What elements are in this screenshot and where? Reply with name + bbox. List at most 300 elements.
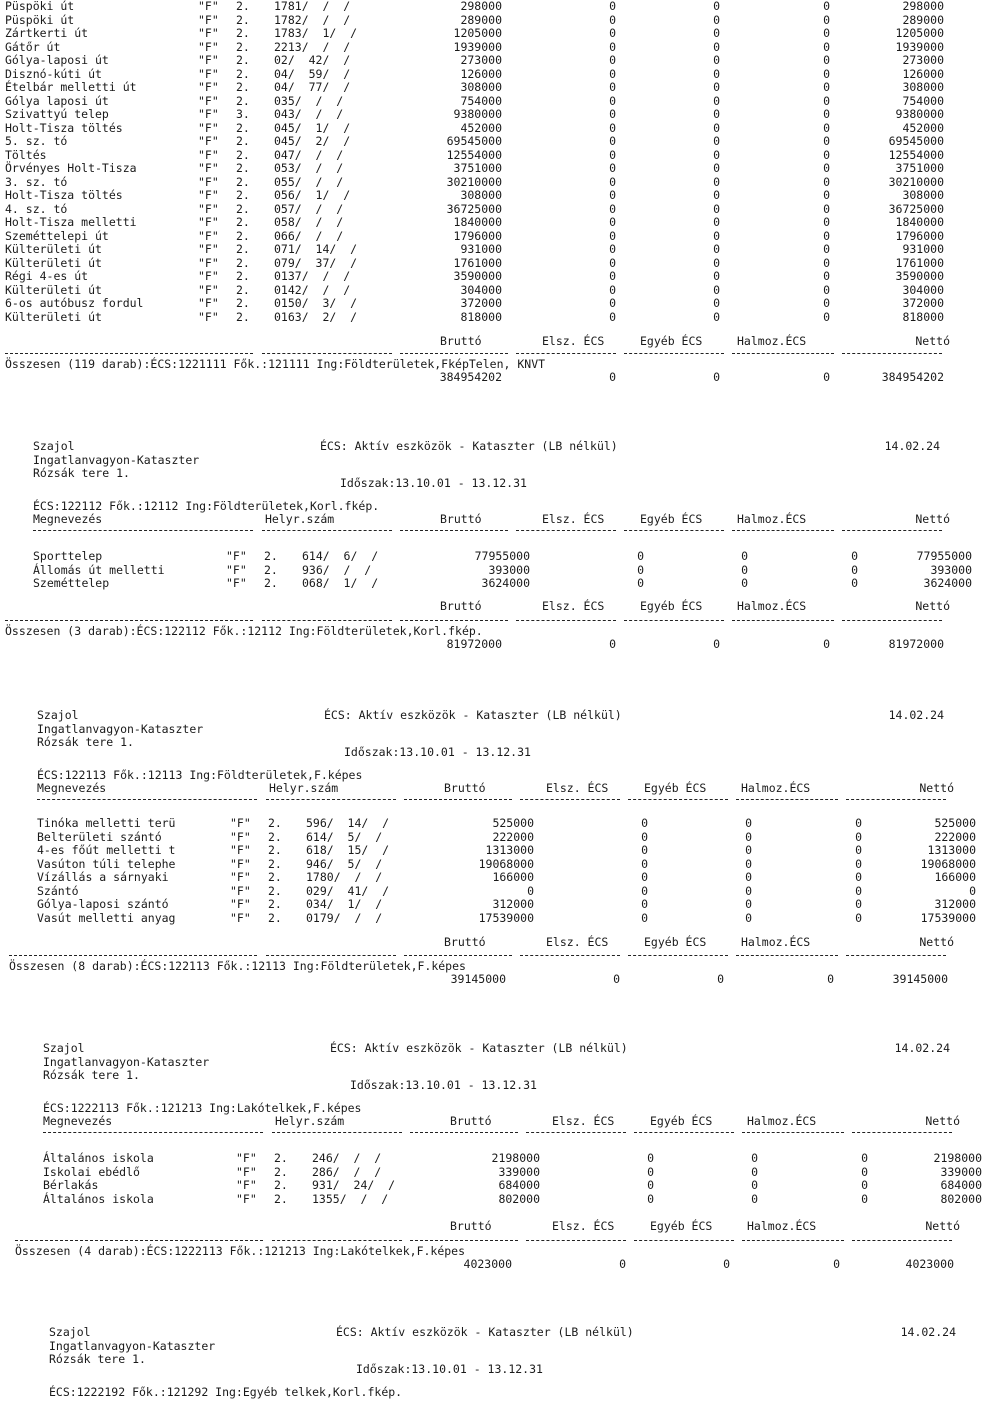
depreciation: 0 (609, 107, 616, 121)
class-code: 2. (236, 80, 250, 94)
category-line: ÉCS:122112 Fők.:12112 Ing:Földterületek,Korl.fkép. (33, 499, 380, 513)
total-value: 39145000 (450, 972, 506, 986)
other-depreciation: 0 (713, 26, 720, 40)
gross-value: 931000 (460, 242, 502, 256)
status-code: "F" (198, 282, 219, 297)
table-row (0, 122, 960, 135)
gross-value: 166000 (492, 870, 534, 884)
parcel-number: 034/ 1/ / (306, 897, 383, 911)
net-value: 3624000 (923, 576, 972, 590)
status-code: "F" (198, 93, 219, 108)
accumulated-depreciation: 0 (823, 215, 830, 229)
accumulated-depreciation: 0 (823, 12, 830, 27)
other-depreciation: 0 (713, 161, 720, 175)
column-header-parcel: Helyr.szám (275, 1114, 345, 1128)
organization-unit-line (0, 1340, 960, 1353)
column-header: Egyéb ÉCS (640, 599, 703, 613)
class-code: 2. (236, 188, 250, 202)
table-row (0, 270, 960, 283)
other-depreciation: 0 (713, 228, 720, 243)
separator-line (742, 1240, 844, 1241)
depreciation: 0 (609, 0, 616, 13)
accumulated-depreciation: 0 (823, 26, 830, 40)
parcel-number: 056/ 1/ / (274, 188, 351, 202)
item-name: Általános iskola (43, 1151, 154, 1165)
parcel-number: 0137/ / / (274, 269, 351, 283)
column-header: Egyéb ÉCS (640, 512, 703, 526)
other-depreciation: 0 (713, 0, 720, 13)
column-header: Halmoz.ÉCS (737, 599, 807, 613)
class-code: 2. (264, 576, 278, 590)
status-code: "F" (198, 80, 219, 94)
parcel-number: 066/ / / (274, 228, 344, 243)
class-code: 2. (274, 1191, 288, 1206)
net-value: 1313000 (927, 843, 976, 857)
item-name: Szivattyú telep (5, 107, 109, 121)
gross-value: 30210000 (446, 174, 502, 189)
net-value: 3751000 (895, 161, 944, 175)
table-row (0, 549, 972, 563)
net-value: 818000 (902, 309, 944, 324)
accumulated-depreciation: 0 (855, 816, 862, 830)
parcel-number: 0142/ / / (274, 282, 351, 297)
status-code: "F" (230, 816, 251, 830)
other-depreciation: 0 (741, 549, 748, 563)
class-code: 2. (274, 1178, 288, 1192)
gross-value: 304000 (460, 282, 502, 297)
other-depreciation: 0 (713, 107, 720, 121)
status-code: "F" (198, 296, 219, 310)
accumulated-depreciation: 0 (823, 120, 830, 135)
other-depreciation: 0 (713, 255, 720, 270)
column-header: Bruttó (450, 1114, 492, 1128)
depreciation: 0 (637, 576, 644, 590)
column-header: Elsz. ÉCS (552, 1219, 615, 1233)
total-value: 81972000 (446, 637, 502, 651)
separator-line (272, 1132, 402, 1133)
parcel-number: 04/ 59/ / (274, 66, 351, 81)
class-code: 2. (236, 269, 250, 283)
other-depreciation: 0 (713, 215, 720, 229)
accumulated-depreciation: 0 (855, 897, 862, 911)
status-code: "F" (230, 883, 251, 898)
net-value: 77955000 (916, 549, 972, 563)
accumulated-depreciation: 0 (823, 147, 830, 162)
net-value: 273000 (902, 53, 944, 67)
parcel-number: 614/ 6/ / (302, 549, 379, 563)
total-value: 0 (609, 637, 616, 651)
table-row (0, 149, 960, 162)
accumulated-depreciation: 0 (823, 161, 830, 175)
item-name: Külterületi út (5, 242, 102, 256)
class-code: 2. (236, 201, 250, 216)
report-date: 14.02.24 (888, 708, 944, 722)
accumulated-depreciation: 0 (861, 1191, 868, 1206)
column-header-parcel: Helyr.szám (265, 512, 335, 526)
class-code: 2. (236, 228, 250, 243)
parcel-number: 02/ 42/ / (274, 53, 351, 67)
net-value: 36725000 (888, 201, 944, 216)
status-code: "F" (198, 107, 219, 121)
separator-line (736, 955, 838, 956)
total-value: 0 (713, 637, 720, 651)
total-description: Összesen (119 darab):ÉCS:1221111 Fők.:121111 Ing:Földterületek,FképTelen, KNVT (5, 357, 546, 371)
total-value: 0 (827, 972, 834, 986)
other-depreciation: 0 (745, 856, 752, 871)
parcel-number: 057/ / / (274, 201, 344, 216)
class-code: 2. (268, 856, 282, 871)
depreciation: 0 (609, 39, 616, 54)
total-value: 0 (609, 370, 616, 384)
parcel-number: 043/ / / (274, 107, 344, 121)
parcel-number: 1780/ / / (306, 870, 383, 884)
table-row (0, 562, 972, 577)
class-code: 2. (236, 242, 250, 256)
column-header: Elsz. ÉCS (546, 935, 609, 949)
net-value: 298000 (902, 0, 944, 13)
section-korl-fkep (0, 439, 972, 660)
net-value: 289000 (902, 12, 944, 27)
table-row (0, 68, 960, 81)
column-headers (0, 936, 960, 949)
net-value: 308000 (902, 80, 944, 94)
column-header: Bruttó (440, 334, 482, 348)
separator-line (628, 799, 728, 800)
column-header: Elsz. ÉCS (542, 599, 605, 613)
other-depreciation: 0 (713, 309, 720, 324)
depreciation: 0 (609, 174, 616, 189)
separator-line (846, 799, 946, 800)
class-code: 2. (236, 26, 250, 40)
separator-line (634, 1132, 734, 1133)
gross-value: 1939000 (453, 39, 502, 54)
accumulated-depreciation: 0 (823, 228, 830, 243)
depreciation: 0 (647, 1191, 654, 1206)
separator-line (400, 530, 508, 531)
column-headers (0, 600, 960, 613)
other-depreciation: 0 (713, 242, 720, 256)
net-value: 525000 (934, 816, 976, 830)
accumulated-depreciation: 0 (823, 242, 830, 256)
class-code: 2. (274, 1151, 288, 1165)
table-row (0, 257, 960, 270)
status-code: "F" (198, 147, 219, 162)
parcel-number: 053/ / / (274, 161, 344, 175)
depreciation: 0 (647, 1151, 654, 1165)
parcel-number: 286/ / / (312, 1164, 382, 1179)
item-name: Általános iskola (43, 1191, 154, 1206)
accumulated-depreciation: 0 (855, 870, 862, 884)
accumulated-depreciation: 0 (823, 53, 830, 67)
separator-line (526, 1240, 626, 1241)
header-separator (0, 1126, 960, 1139)
status-code: "F" (198, 120, 219, 135)
parcel-number: 04/ 77/ / (274, 80, 351, 94)
gross-value: 3751000 (453, 161, 502, 175)
other-depreciation: 0 (713, 147, 720, 162)
other-depreciation: 0 (745, 897, 752, 911)
depreciation: 0 (609, 53, 616, 67)
class-code: 2. (236, 296, 250, 310)
table-row (0, 41, 960, 54)
depreciation: 0 (641, 897, 648, 911)
depreciation: 0 (609, 309, 616, 324)
net-value: 452000 (902, 120, 944, 135)
gross-value: 126000 (460, 66, 502, 81)
depreciation: 0 (647, 1178, 654, 1192)
total-values (0, 973, 960, 986)
separator-line (634, 1240, 734, 1241)
depreciation: 0 (609, 12, 616, 27)
table-row (0, 297, 960, 310)
total-description: Összesen (4 darab):ÉCS:1222113 Fők.:121213 Ing:Lakótelkek,F.képes (15, 1244, 466, 1258)
column-header: Nettó (925, 1219, 960, 1233)
gross-value: 754000 (460, 93, 502, 108)
report-period: Időszak:13.10.01 - 13.12.31 (350, 1078, 537, 1092)
total-value: 39145000 (892, 972, 948, 986)
column-header-name: Megnevezés (33, 512, 103, 526)
report-date: 14.02.24 (894, 1041, 950, 1055)
net-value: 126000 (902, 66, 944, 81)
accumulated-depreciation: 0 (855, 910, 862, 925)
net-value: 372000 (902, 296, 944, 310)
depreciation: 0 (641, 883, 648, 898)
status-code: "F" (198, 39, 219, 54)
accumulated-depreciation: 0 (823, 93, 830, 108)
class-code: 2. (264, 562, 278, 577)
table-row (0, 1178, 982, 1192)
depreciation: 0 (609, 201, 616, 216)
class-code: 2. (236, 255, 250, 270)
separator-line (732, 620, 834, 621)
depreciation: 0 (641, 843, 648, 857)
gross-value: 525000 (492, 816, 534, 830)
total-value: 0 (823, 370, 830, 384)
separator-line (15, 1240, 263, 1241)
organization-unit: Ingatlanvagyon-Kataszter (43, 1054, 210, 1069)
table-row (0, 1151, 982, 1165)
class-code: 2. (274, 1164, 288, 1179)
column-header: Egyéb ÉCS (650, 1219, 713, 1233)
separator-line (5, 620, 253, 621)
table-row (0, 856, 976, 871)
item-name: Gólya-laposi út (5, 53, 109, 67)
class-code: 2. (236, 120, 250, 135)
parcel-number: 0179/ / / (306, 910, 383, 925)
depreciation: 0 (641, 816, 648, 830)
organization-unit-line (0, 454, 960, 467)
gross-value: 393000 (488, 562, 530, 577)
depreciation: 0 (641, 870, 648, 884)
total-description: Összesen (3 darab):ÉCS:122112 Fők.:12112 Ing:Földterületek,Korl.fkép. (5, 624, 483, 638)
column-headers (0, 1220, 960, 1233)
status-code: "F" (230, 829, 251, 844)
separator-line (404, 799, 512, 800)
depreciation: 0 (609, 296, 616, 310)
gross-value: 372000 (460, 296, 502, 310)
accumulated-depreciation: 0 (823, 80, 830, 94)
item-name: Szántó (37, 883, 79, 898)
class-code: 2. (236, 309, 250, 324)
table-row (0, 108, 960, 121)
total-value: 0 (619, 1257, 626, 1271)
total-values (0, 1258, 960, 1271)
table-row (0, 176, 960, 189)
separator-line (9, 955, 257, 956)
gross-value: 273000 (460, 53, 502, 67)
other-depreciation: 0 (713, 53, 720, 67)
parcel-number: 596/ 14/ / (306, 816, 390, 830)
item-name: Sporttelep (33, 549, 103, 563)
other-depreciation: 0 (745, 816, 752, 830)
total-value: 0 (717, 972, 724, 986)
depreciation: 0 (609, 282, 616, 297)
column-header: Nettó (925, 1114, 960, 1128)
depreciation: 0 (647, 1164, 654, 1179)
column-header: Halmoz.ÉCS (747, 1114, 817, 1128)
other-depreciation: 0 (713, 80, 720, 94)
other-depreciation: 0 (713, 39, 720, 54)
gross-value: 77955000 (474, 549, 530, 563)
accumulated-depreciation: 0 (823, 66, 830, 81)
gross-value: 1761000 (453, 255, 502, 270)
depreciation: 0 (609, 120, 616, 135)
table-row (0, 883, 976, 898)
column-header-name: Megnevezés (37, 781, 107, 795)
depreciation: 0 (641, 829, 648, 844)
accumulated-depreciation: 0 (823, 0, 830, 13)
net-value: 12554000 (888, 147, 944, 162)
report-date-line (0, 440, 960, 453)
depreciation: 0 (609, 147, 616, 162)
item-name: 6-os autóbusz fordul (5, 296, 144, 310)
separator-line (742, 1132, 844, 1133)
report-date: 14.02.24 (900, 1325, 956, 1339)
net-value: 222000 (934, 829, 976, 844)
parcel-number: 035/ / / (274, 93, 344, 108)
table-row (0, 816, 976, 830)
table-row (0, 95, 960, 108)
separator-line (842, 620, 942, 621)
separator-line (732, 530, 834, 531)
status-code: "F" (230, 870, 251, 884)
report-date: 14.02.24 (884, 439, 940, 453)
class-code: 2. (236, 93, 250, 108)
column-header: Nettó (915, 599, 950, 613)
section-continued (0, 0, 960, 400)
accumulated-depreciation: 0 (851, 576, 858, 590)
category-line-line (0, 1386, 960, 1399)
net-value: 1205000 (895, 26, 944, 40)
net-value: 69545000 (888, 134, 944, 148)
total-value: 0 (823, 637, 830, 651)
column-header: Bruttó (444, 935, 486, 949)
separator-line (520, 955, 620, 956)
parcel-number: 071/ 14/ / (274, 242, 358, 256)
column-header-name: Megnevezés (43, 1114, 113, 1128)
gross-value: 298000 (460, 0, 502, 13)
class-code: 2. (268, 870, 282, 884)
status-code: "F" (230, 856, 251, 871)
other-depreciation: 0 (713, 201, 720, 216)
parcel-number: 029/ 41/ / (306, 883, 390, 898)
status-code: "F" (230, 897, 251, 911)
gross-value: 36725000 (446, 201, 502, 216)
table-row (0, 1164, 982, 1179)
status-code: "F" (198, 242, 219, 256)
separator-line (400, 620, 508, 621)
class-code: 2. (268, 883, 282, 898)
net-value: 684000 (940, 1178, 982, 1192)
item-name: Belterületi szántó (37, 829, 162, 844)
gross-value: 1313000 (485, 843, 534, 857)
gross-value: 9380000 (453, 107, 502, 121)
report-date-line (0, 1326, 960, 1339)
column-header: Bruttó (440, 512, 482, 526)
item-name: Ételbár melletti út (5, 80, 137, 94)
parcel-number: 1783/ 1/ / (274, 26, 358, 40)
item-name: Püspöki út (5, 12, 75, 27)
separator-line (624, 530, 724, 531)
table-row (0, 27, 960, 40)
column-header: Bruttó (444, 781, 486, 795)
status-code: "F" (236, 1151, 257, 1165)
table-row (0, 230, 960, 243)
item-name: Töltés (5, 147, 47, 162)
class-code: 2. (236, 282, 250, 297)
separator-line (520, 799, 620, 800)
report-period: Időszak:13.10.01 - 13.12.31 (356, 1362, 543, 1376)
item-name: Vasúton túli telephe (37, 856, 176, 871)
column-header: Egyéb ÉCS (640, 334, 703, 348)
status-code: "F" (198, 12, 219, 27)
depreciation: 0 (609, 66, 616, 81)
other-depreciation: 0 (751, 1164, 758, 1179)
organization-name: Szajol (33, 439, 75, 453)
column-header: Elsz. ÉCS (542, 512, 605, 526)
status-code: "F" (236, 1164, 257, 1179)
item-name: Gólya laposi út (5, 93, 109, 108)
separator-line (846, 955, 946, 956)
depreciation: 0 (609, 93, 616, 108)
net-value: 19068000 (920, 856, 976, 871)
item-name: Tinóka melletti terü (37, 816, 176, 830)
item-name: Örvényes Holt-Tisza (5, 161, 137, 175)
status-code: "F" (198, 53, 219, 67)
status-code: "F" (230, 843, 251, 857)
total-value: 0 (713, 370, 720, 384)
other-depreciation: 0 (713, 120, 720, 135)
net-value: 17539000 (920, 910, 976, 925)
accumulated-depreciation: 0 (823, 296, 830, 310)
other-depreciation: 0 (745, 870, 752, 884)
total-values (0, 371, 960, 384)
other-depreciation: 0 (713, 66, 720, 81)
table-row (0, 0, 960, 13)
table-row (0, 1191, 982, 1206)
accumulated-depreciation: 0 (855, 829, 862, 844)
separator-line (516, 530, 616, 531)
depreciation: 0 (637, 562, 644, 577)
parcel-number: 614/ 5/ / (306, 829, 383, 844)
report-period: Időszak:13.10.01 - 13.12.31 (344, 745, 531, 759)
column-header: Egyéb ÉCS (650, 1114, 713, 1128)
separator-line (5, 353, 253, 354)
report-date-line (0, 1042, 960, 1055)
parcel-number: 618/ 15/ / (306, 843, 390, 857)
table-row (0, 311, 960, 324)
item-name: Disznó-kúti út (5, 66, 102, 81)
